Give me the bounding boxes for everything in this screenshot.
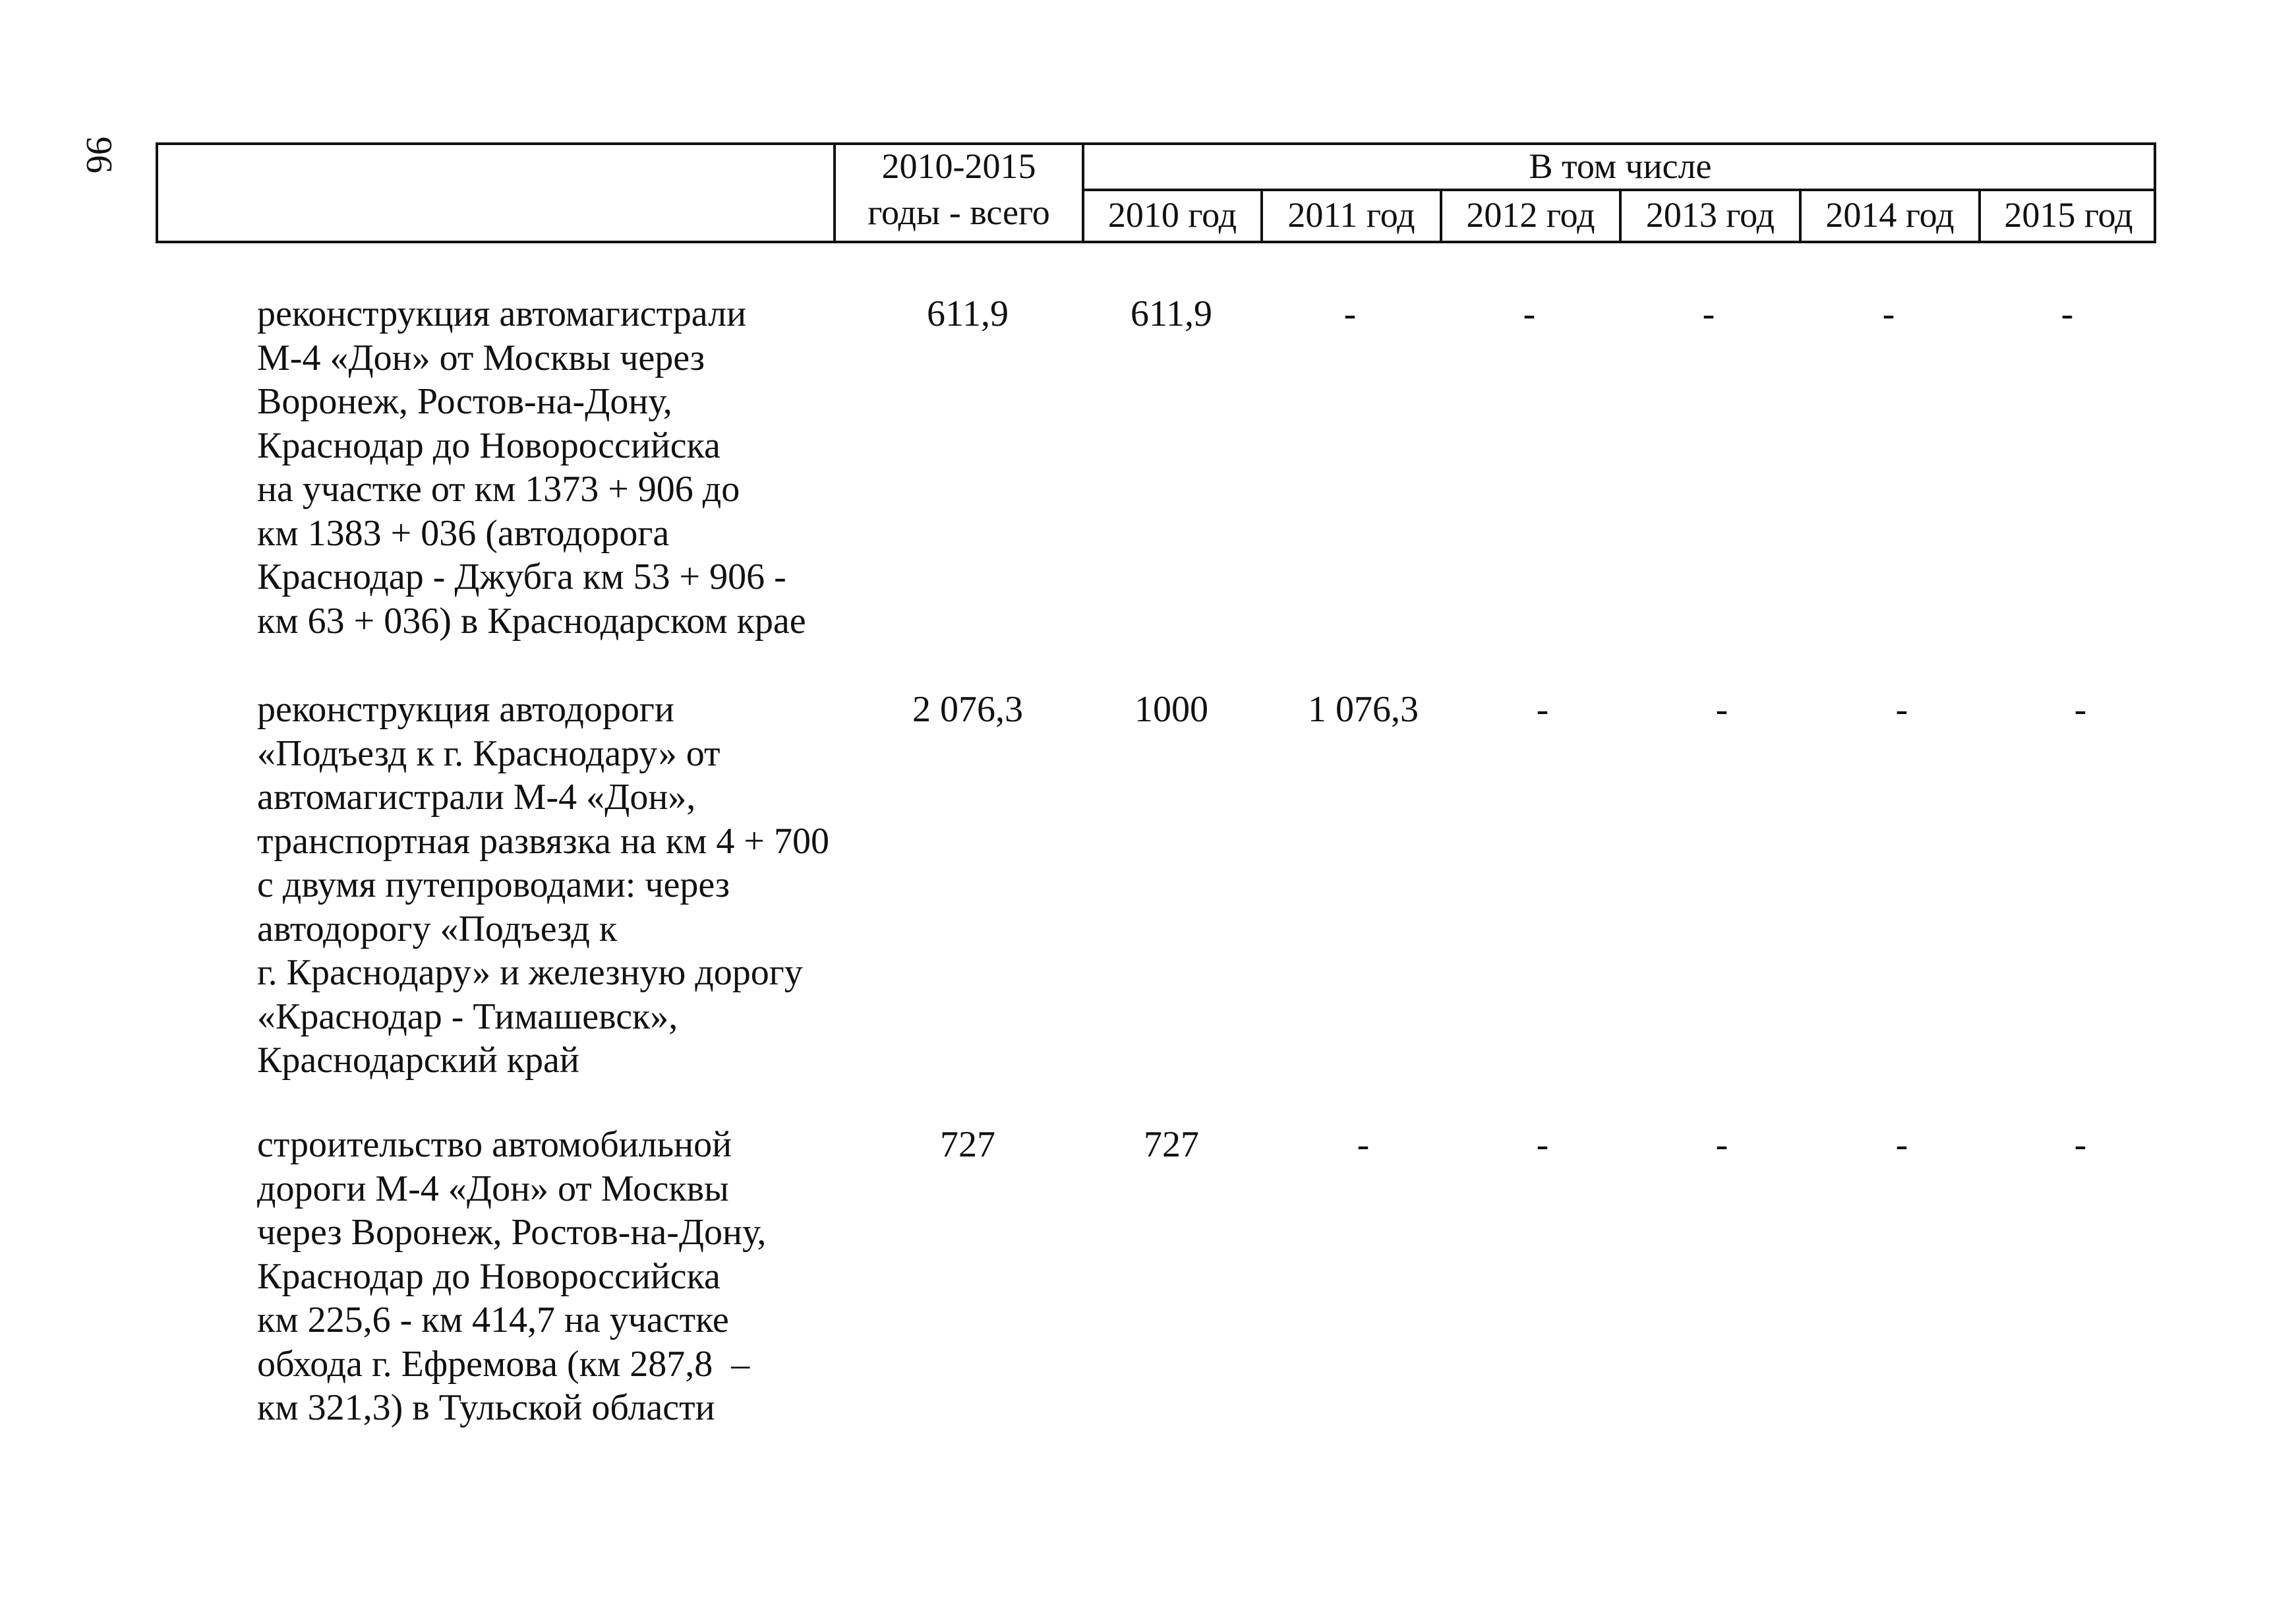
header-subgroup: В том числе bbox=[1529, 146, 1712, 186]
row-2014: - bbox=[1895, 689, 1908, 730]
header-year-2011: 2011 год bbox=[1287, 195, 1415, 235]
row-2012: - bbox=[1536, 689, 1549, 730]
header-year-2014: 2014 год bbox=[1825, 195, 1955, 235]
row-description: реконструкция автомагистрали М-4 «Дон» от Москвы через Воронеж, Ростов-на-Дону, Краснодар до Новороссийска на участке от км 1373 + 906 до км 1383 + 036 (автодорога Краснодар - Джубга км 53 + 906 - км 63 + 036) в Краснодарском крае bbox=[257, 293, 806, 642]
row-total: 727 bbox=[940, 1124, 995, 1165]
row-total: 611,9 bbox=[927, 293, 1009, 334]
row-2010: 727 bbox=[1144, 1124, 1199, 1165]
row-2010: 611,9 bbox=[1131, 293, 1212, 334]
row-2015: - bbox=[2074, 1124, 2087, 1165]
row-2011: 1 076,3 bbox=[1308, 689, 1419, 730]
row-2013: - bbox=[1715, 689, 1728, 730]
row-2015: - bbox=[2061, 293, 2074, 334]
header-year-2015: 2015 год bbox=[2004, 195, 2133, 235]
table-header bbox=[156, 142, 2156, 243]
row-2013: - bbox=[1702, 293, 1715, 334]
row-2011: - bbox=[1343, 293, 1357, 334]
row-2015: - bbox=[2074, 689, 2087, 730]
header-year-2012: 2012 год bbox=[1466, 195, 1595, 235]
row-total: 2 076,3 bbox=[912, 689, 1023, 730]
header-total-line2: годы - всего bbox=[868, 193, 1050, 232]
row-2010: 1000 bbox=[1134, 689, 1208, 730]
row-2012: - bbox=[1523, 293, 1536, 334]
page-number: 96 bbox=[78, 136, 119, 173]
row-2014: - bbox=[1895, 1124, 1908, 1165]
row-2012: - bbox=[1536, 1124, 1549, 1165]
header-year-2010: 2010 год bbox=[1107, 195, 1237, 235]
row-2014: - bbox=[1882, 293, 1895, 334]
header-total-line1: 2010-2015 bbox=[881, 146, 1036, 186]
row-2011: - bbox=[1357, 1124, 1370, 1165]
header-divider bbox=[1082, 189, 2156, 191]
row-description: реконструкция автодороги «Подъезд к г. Краснодару» от автомагистрали М-4 «Дон», транспортная развязка на км 4 + 700 с двумя путепроводами: через автодорогу «Подъезд к г. Краснодару» и железную дорогу «Краснодар - Тимашевск», Краснодарский край bbox=[257, 689, 829, 1081]
row-description: строительство автомобильной дороги М-4 «Дон» от Москвы через Воронеж, Ростов-на-Дону, Краснодар до Новороссийска км 225,6 - км 414,7 на участке обхода г. Ефремова (км 287,8 – км 321,3) в Тульской области bbox=[257, 1124, 767, 1428]
row-2013: - bbox=[1715, 1124, 1728, 1165]
header-year-2013: 2013 год bbox=[1645, 195, 1775, 235]
